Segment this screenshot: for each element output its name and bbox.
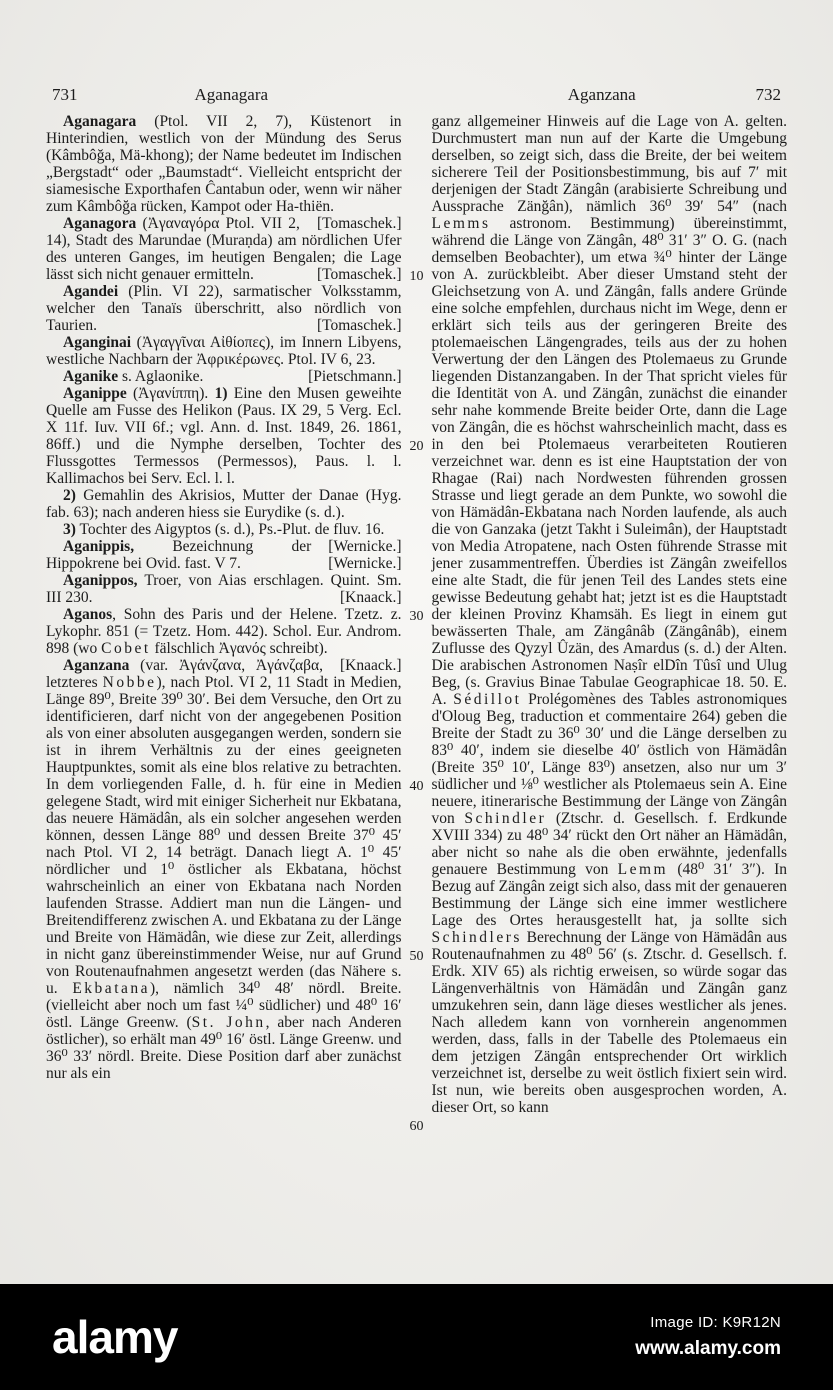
entry-paragraph: Aganippe (Ἀγανίππη). 1) Eine den Musen geweihte Quelle am Fusse des Helikon (Paus. IX 29, 5 Verg. Ecl. X 11f. Iuv. VII 6f.; vgl. Ann. d. Inst. 1849, 26. 1861, 86ff.) und die Nymphe derselben, Tochter des Flussgottes Termessos (Permessos), Paus. l. l. Kallimachos bei Serv. Ecl. l. l. bbox=[46, 385, 402, 487]
right-column bbox=[432, 113, 788, 1273]
alamy-watermark-bar bbox=[0, 1284, 833, 1390]
entry-headword: Aganzana bbox=[63, 657, 130, 674]
page-header bbox=[0, 0, 833, 106]
entry-paragraph: Aganippis, Bezeichnung der Hippokrene bei Ovid. fast. V 7. [Wernicke.] bbox=[46, 538, 402, 572]
alamy-logo: alamy bbox=[52, 1311, 178, 1363]
entry-paragraph: Agandei (Plin. VI 22), sarmatischer Volksstamm, welcher den Tanaïs überschritt, also nördlich von Taurien. [Tomaschek.] bbox=[46, 283, 402, 334]
entry-paragraph: Aganagora (Ἀγαναγόρα Ptol. VII 2, 14), Stadt des Marundae (Muraṇda) am nördlichen Ufer des unteren Ganges, im heutigen Bengalen; die Lage lässt sich nicht genauer ermitteln. [Tomaschek.] bbox=[46, 215, 402, 283]
entry-paragraph: ganz allgemeiner Hinweis auf die Lage von A. gelten. Durchmustert man nun auf der Karte die Umgebung derselben, so zeigt sich, dass die Breite, der bei weitem sicherere Teil der Positionsbestimmung, bis auf 7′ mit derjenigen der Stadt Zängân (arabisierte Schreibung und Aussprache Zänğân), nämlich 36⁰ 39′ 54″ (nach Lemms astronom. Bestimmung) übereinstimmt, während die Länge von Zängân, 48⁰ 31′ 3″ O. G. (nach demselben Beobachter), um etwa ¾⁰ hinter der Länge von A. zurückbleibt. Aber dieser Umstand steht der Gleichsetzung von A. und Zängân, falls andere Gründe eine solche empfehlen, durchaus nicht im Wege, denn er erklärt sich teils aus der geringeren Breite des ptolemaeischen Längengrades, teils aus der zu hohen Verwertung der den Längen des Ptolemaeus zu Grunde liegenden Distanzangaben. In der That spricht vieles für die Identität von A. und Zängân, zunächst die einander sehr nahe kommende Breite beider Orte, dann die Lage von Zängân, die es höchst wahrscheinlich macht, dass es in den bei Ptolemaeus verarbeiteten Routieren verzeichnet war. denn es ist eine Hauptstation der von Rhagae (Rai) nach Nordwesten führenden grossen Strasse und liegt gerade an dem Punkte, wo sowohl die von Hämädân-Ekbatana nach Norden laufende, als auch die von Ganzaka (jetzt Takht i Suleimân), der Hauptstadt von Media Atropatene, nach Osten führende Strasse mit jener zusammentreffen. Überdies ist Zängân zweifellos eine alte Stadt, die für jenen Teil des Landes stets eine gewisse Bedeutung gehabt hat; jetzt ist es die Hauptstadt der kleinen Provinz Khamsäh. Es liegt in einem gut bewässerten Thale, am Zängânâb (Zängânâb), einem Zuflusse des Qyzyl Ûzän, des Amardus (s. d.) der Alten. Die arabischen Astronomen Naṣîr elDîn Tûsî und Ulug Beg, (s. Gravius Binae Tabulae Geographicae 18. 50. E. A. Sédillot Prolégomènes des Tables astronomiques d'Oloug Beg, traduction et commentaire 264) geben die Breite der Stadt zu 36⁰ 30′ und die Länge derselben zu 83⁰ 40′, indem sie dieselbe 40′ östlich von Hämädân (Breite 35⁰ 10′, Länge 83⁰) ansetzen, also nur um 3′ südlicher und ⅛⁰ westlicher als Ptolemaeus sein A. Eine neuere, itinerarische Bestimmung der Länge von Zängân von Schindler (Ztschr. d. Gesellsch. f. Erdkunde XVIII 334) zu 48⁰ 34′ rückt den Ort näher an Hämädân, aber nicht so nahe als die oben erwähnte, jedenfalls genauere Bestimmung von Lemm (48⁰ 31′ 3″). In Bezug auf Zängân zeigt sich also, dass mit der genaueren Bestimmung der Länge sich eine immer westlichere Lage des Ortes herausgestellt hat, ja sollte sich Schindlers Berechnung der Länge von Hämädân aus Routenaufnahmen zu 48⁰ 56′ (s. Ztschr. d. Gesellsch. f. Erdk. XIV 65) als richtig erweisen, so würde sogar das Längenverhältnis von Hämädân und Zängân ganz umzukehren sein, dann läge dieses westlicher als jenes. Nach alledem kann von vornherein angenommen werden, dass, falls in der Tabelle des Ptolemaeus ein dem jetzigen Zängân entsprechender Ort wirklich verzeichnet ist, derselbe zu weit östlich fixiert sein wird. Ist nun, wie bereits oben ausgesprochen worden, A. dieser Ort, so kann bbox=[431, 113, 788, 1116]
entry-paragraph: Aganike s. Aglaonike. bbox=[63, 368, 204, 385]
text-area bbox=[0, 106, 833, 1273]
entry-headword: Aganippe bbox=[63, 385, 127, 402]
gutter-line-number: 30 bbox=[409, 609, 424, 624]
author-signature: [Knaack.] bbox=[339, 657, 402, 674]
author-signature: [Tomaschek.] bbox=[316, 215, 402, 232]
image-id: Image ID: K9R12N bbox=[650, 1314, 781, 1331]
column-title-left: Aganagara bbox=[194, 85, 269, 104]
author-signature: [Wernicke.] bbox=[328, 538, 402, 555]
alamy-meta bbox=[635, 1314, 781, 1360]
entry-paragraph: Aganginai (Ἀγαγγῖναι Αἰθίοπες), im Innern Libyens, westliche Nachbarn der Ἀφρικέρωνες. Ptol. IV 6, 23. [Pietschmann.] bbox=[46, 334, 402, 385]
alamy-url: www.alamy.com bbox=[635, 1338, 781, 1359]
gutter-line-number: 20 bbox=[409, 439, 424, 454]
entry-paragraph: Aganippos, Troer, von Aias erschlagen. Quint. Sm. III 230. [Knaack.] bbox=[46, 572, 402, 606]
entry-paragraph: 3) Tochter des Aigyptos (s. d.), Ps.-Plut. de fluv. 16. [Wernicke.] bbox=[63, 521, 402, 555]
header-left-half bbox=[46, 84, 417, 106]
gutter-line-number: 50 bbox=[409, 949, 424, 964]
gutter-line-number: 40 bbox=[409, 779, 424, 794]
column-title-right: Aganzana bbox=[567, 85, 636, 104]
entry-headword: 3) bbox=[63, 521, 76, 538]
entry-headword: Aganginai bbox=[63, 334, 132, 351]
entry-headword: 2) bbox=[63, 487, 76, 504]
entry-paragraph: Aganos, Sohn des Paris und der Helene. Tzetz. z. Lykophr. 851 (= Tzetz. Hom. 442). Schol. Eur. Androm. 898 (wo Cobet fälschlich Ἀγανός schreibt). [Knaack.] bbox=[46, 606, 402, 674]
page-number-right: 732 bbox=[755, 85, 781, 104]
entry-headword: Aganippos, bbox=[63, 572, 138, 589]
entry-paragraph: 2) Gemahlin des Akrisios, Mutter der Danae (Hyg. fab. 63); nach anderen hiess sie Eurydike (s. d.). bbox=[46, 487, 402, 521]
entry-headword: Aganagara bbox=[63, 113, 137, 130]
header-right-half bbox=[417, 84, 788, 106]
author-signature: [Tomaschek.] bbox=[316, 317, 402, 334]
entry-paragraph: Aganzana (var. Ἀγάνζανα, Ἀγάνζαβα, letzteres Nobbe), nach Ptol. VI 2, 11 Stadt in Medien, Länge 89⁰, Breite 39⁰ 30′. Bei dem Versuche, den Ort zu identificieren, darf nicht von der angegebenen Position als von einer absoluten ausgegangen werden, sondern sie ist in ihrem Verhältnis zu der eines geeigneten Hauptpunktes, somit als eine blos relative zu betrachten. In dem vorliegenden Falle, d. h. für eine in Medien gelegene Stadt, wird mit einiger Sicherheit nur Ekbatana, das neuere Hämädân, als ein solcher angesehen werden können, dessen Länge 88⁰ und dessen Breite 37⁰ 45′ nach Ptol. VI 2, 14 beträgt. Danach liegt A. 1⁰ 45′ nördlicher und 1⁰ östlicher als Ekbatana, höchst wahrscheinlich an einer von Ekbatana nach Norden laufenden Strasse. Addiert man nun die Längen- und Breitendifferenz zwischen A. und Ekbatana zu der Länge und Breite von Hämädân, wie diese zur Zeit, allerdings in nicht ganz übereinstimmender Weise, nur auf Grund von Routenaufnahmen angesetzt werden (das Nähere s. u. Ekbatana), nämlich 34⁰ 48′ nördl. Breite. (vielleicht aber noch um fast ¼⁰ südlicher) und 48⁰ 16′ östl. Länge Greenw. (St. John, aber nach Anderen östlicher), so erhält man 49⁰ 16′ östl. Länge Greenw. und 36⁰ 33′ nördl. Breite. Diese Position darf aber zunächst nur als ein bbox=[46, 657, 402, 1082]
author-signature: [Pietschmann.] bbox=[308, 368, 402, 385]
entry-headword: Aganike bbox=[63, 368, 119, 385]
author-signature: [Knaack.] bbox=[339, 589, 402, 606]
author-signature: [Tomaschek.] bbox=[316, 266, 402, 283]
entry-headword: Aganippis, bbox=[63, 538, 135, 555]
entry-headword: Aganos bbox=[63, 606, 113, 623]
gutter-line-number: 10 bbox=[409, 269, 424, 284]
entry-headword: Aganagora bbox=[63, 215, 137, 232]
entry-paragraph: Aganagara (Ptol. VII 2, 7), Küstenort in Hinterindien, westlich von der Mündung des Serus (Kâmbôğa, Mä-khong); der Name bedeutet im Indischen „Bergstadt“ oder „Baumstadt“. Vielleicht entspricht der siamesische Exporthafen Ĉantabun oder, wenn wir näher zum Kâmbôğa rücken, Kampot oder Ha-thiën. [Tomaschek.] bbox=[46, 113, 402, 232]
left-column bbox=[46, 113, 402, 1273]
author-signature: [Wernicke.] bbox=[328, 555, 402, 572]
page-number-left: 731 bbox=[52, 85, 78, 104]
gutter-line-number: 60 bbox=[409, 1119, 424, 1134]
entry-headword: Agandei bbox=[63, 283, 119, 300]
